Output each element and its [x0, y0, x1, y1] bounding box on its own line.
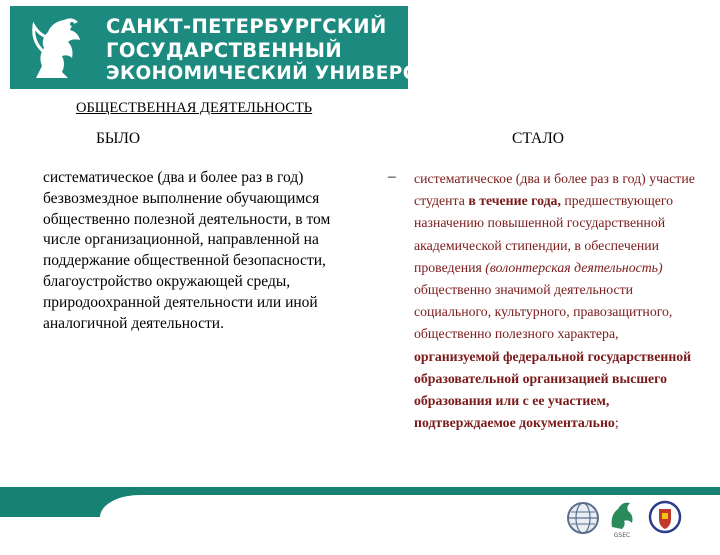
university-name-line-3: ЭКОНОМИЧЕСКИЙ УНИВЕРСИТЕТ: [106, 63, 472, 84]
was-definition-text: систематическое (два и более раз в год) безвозмездное выполнение обучающимся общественно полезной деятельности, в том числе организационной, направленной на поддержание общественной безопасности, благоустройство окружающей среды, природоохранной деятельности или иной аналогичной деятельности.: [43, 169, 331, 332]
university-banner: [10, 6, 472, 89]
now-text-part-1: систематическое (два и более раз в год) участие студента: [414, 171, 695, 209]
now-definition-text: [414, 168, 700, 434]
now-text-part-3: предшествующего назначению повышенной государственной академической стипендии, в обеспечении проведения: [414, 193, 674, 275]
was-column-label: БЫЛО: [96, 130, 141, 147]
now-text-emphasis-organization: организуемой федеральной государственной образовательной организацией высшего образования или с ее участием, подтверждаемое документально: [414, 348, 692, 431]
emblem-caption: GSEC: [613, 532, 631, 539]
griffin-logo-icon: [28, 12, 90, 84]
now-text-part-5: общественно значимой деятельности социального, культурного, правозащитного, общественно полезного характера,: [414, 282, 673, 342]
now-text-end: ;: [614, 415, 619, 431]
section-title: ОБЩЕСТВЕННАЯ ДЕЯТЕЛЬНОСТЬ: [76, 100, 313, 116]
university-name-line-1: САНКТ-ПЕТЕРБУРГСКИЙ: [106, 15, 387, 38]
griffin-emblem-icon: [604, 497, 640, 539]
now-text-emphasis-year: в течение года,: [468, 193, 561, 209]
now-text-volunteer-note: (волонтерская деятельность): [485, 259, 663, 275]
now-column-label: СТАЛО: [512, 130, 564, 147]
university-name-line-2: ГОСУДАРСТВЕННЫЙ: [106, 39, 343, 62]
globe-emblem-icon: [566, 501, 600, 535]
shield-emblem-icon: [648, 499, 682, 537]
footer-band: [0, 487, 720, 540]
list-dash: –: [388, 168, 396, 185]
